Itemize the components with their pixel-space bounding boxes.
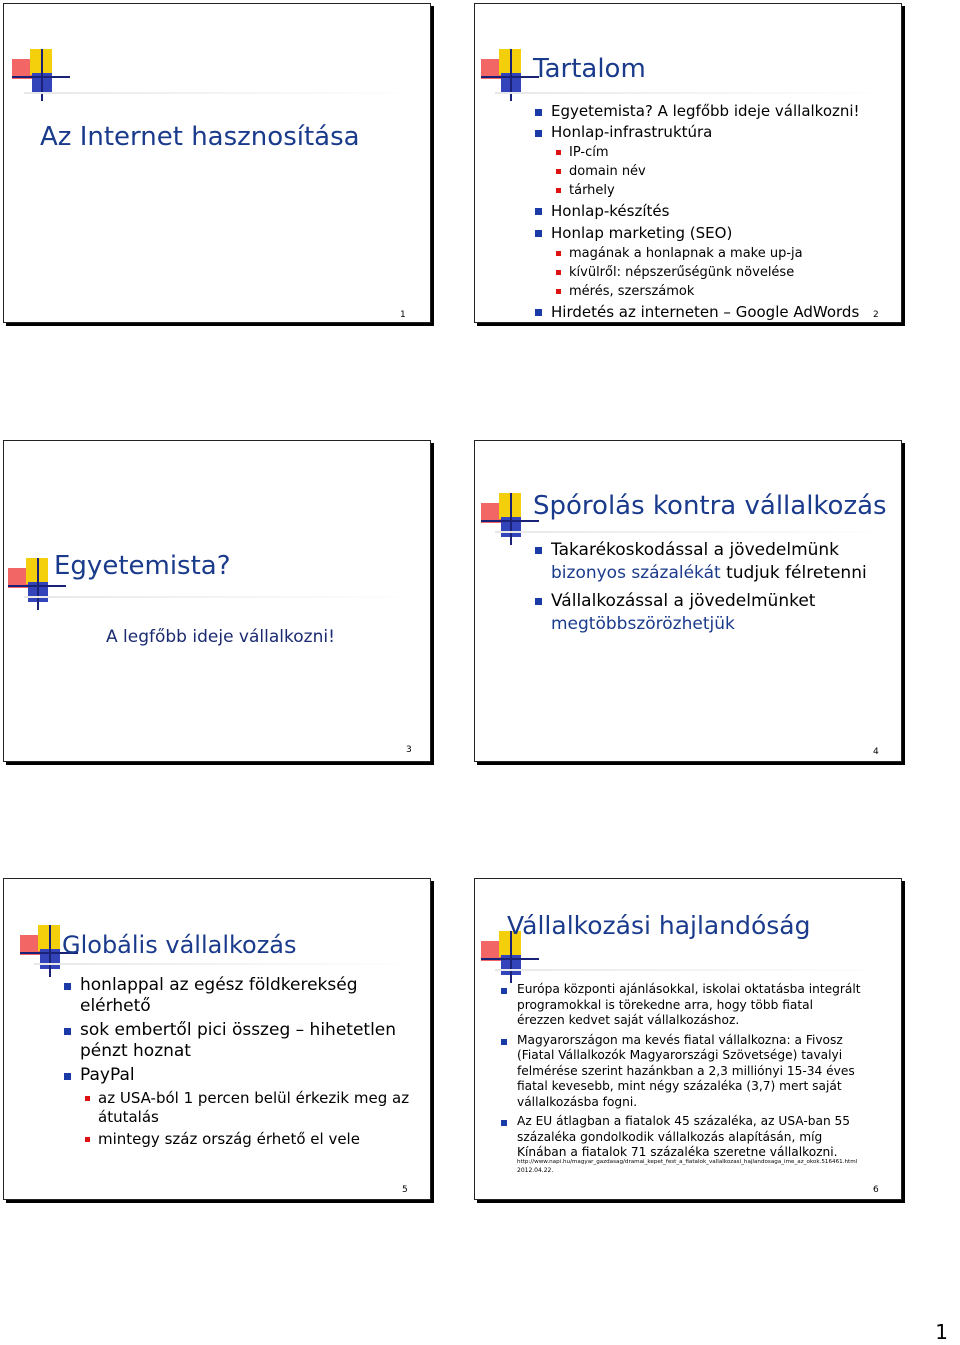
list-item: Magyarországon ma kevés fiatal vállalkozna: a Fivosz (Fiatal Vállalkozók Magyarországi Szövetsége) tavalyi felmérése szerint hazánkban a 2,3 milliónyi 15-34 éves fiatal kevesebb, mint négy százaléka (3,7) mert saját vállalkozásba fogni.: [517, 1033, 862, 1111]
slide-title: Vállalkozási hajlandóság: [507, 911, 811, 940]
slide-number: 1: [400, 310, 406, 320]
list-item: mintegy száz ország érhető el vele: [98, 1130, 420, 1149]
slide-title: Egyetemista?: [54, 551, 231, 581]
content-list: [551, 539, 891, 636]
list-item: tárhely: [569, 181, 891, 200]
slide-number: 2: [873, 310, 879, 320]
slide-logo-icon: [481, 49, 539, 107]
text-part: Vállalkozással a jövedelmünket: [551, 591, 816, 611]
slide-title: Spórolás kontra vállalkozás: [533, 491, 887, 521]
list-item: magának a honlapnak a make up-ja: [569, 244, 891, 263]
text-part: Takarékoskodással a jövedelmünk: [551, 540, 840, 560]
content-list: [551, 101, 891, 323]
slide-logo-icon: [12, 49, 70, 107]
list-item: [551, 590, 891, 636]
list-item: mérés, szerszámok: [569, 282, 891, 301]
list-item: Hirdetés az interneten – Google AdWords: [551, 301, 891, 323]
slide-number: 5: [402, 1185, 408, 1195]
source-date: 2012.04.22.: [517, 1167, 554, 1174]
list-item: domain név: [569, 162, 891, 181]
list-item: PayPal: [80, 1065, 420, 1086]
page-number: 1: [935, 1320, 948, 1344]
list-item: IP-cím: [569, 143, 891, 162]
text-part: tudjuk félretenni: [726, 563, 867, 583]
source-url: http://www.napi.hu/magyar_gazdasag/dramai_kepet_fest_a_fiatalok_vallalkozasi_hajlandosaga_ime_az_okok.516461.html: [517, 1159, 858, 1165]
slide-2: [474, 3, 902, 323]
list-item: Az EU átlagban a fiatalok 45 százaléka, az USA-ban 55 százaléka gondolkodik vállalkozás alapításán, míg Kínában a fiatalok 71 százaléka szeretne vállalkozni.: [517, 1114, 862, 1161]
list-item: az USA-ból 1 percen belül érkezik meg az átutalás: [98, 1089, 420, 1127]
list-item: [551, 539, 891, 585]
slide-title: Tartalom: [533, 54, 646, 84]
list-item: Honlap-infrastruktúra: [551, 122, 891, 143]
list-item: Honlap-készítés: [551, 200, 891, 222]
content-list: [80, 975, 420, 1149]
slide-title: Az Internet hasznosítása: [40, 122, 360, 152]
slide-number: 4: [873, 747, 879, 757]
slide-logo-icon: [481, 493, 539, 551]
highlight-text: bizonyos százalékát: [551, 563, 721, 583]
list-item: Honlap marketing (SEO): [551, 222, 891, 244]
slide-5: [3, 878, 431, 1200]
list-item: Európa központi ajánlásokkal, iskolai oktatásba integrált programokkal is törekedne arra, hogy több fiatal érezzen kedvet saját vállalkozáshoz.: [517, 982, 861, 1027]
list-item: honlappal az egész földkerekség elérhető: [80, 975, 420, 1017]
slide-number: 3: [406, 745, 412, 755]
highlight-text: megtöbbszörözhetjük: [551, 614, 735, 634]
list-item: Egyetemista? A legfőbb ideje vállalkozni!: [551, 101, 891, 122]
slide-title: Globális vállalkozás: [62, 931, 297, 959]
slide-3: [3, 440, 431, 762]
list-item: sok embertől pici összeg – hihetetlen pénzt hoznat: [80, 1020, 420, 1062]
slide-4: [474, 440, 902, 762]
slide-number: 6: [873, 1185, 879, 1195]
slide-6: [474, 878, 902, 1200]
slide-1: [3, 3, 431, 323]
content-list: [517, 982, 862, 1161]
list-item: kívülről: népszerűségünk növelése: [569, 263, 891, 282]
slide-subtitle: A legfőbb ideje vállalkozni!: [106, 627, 335, 647]
